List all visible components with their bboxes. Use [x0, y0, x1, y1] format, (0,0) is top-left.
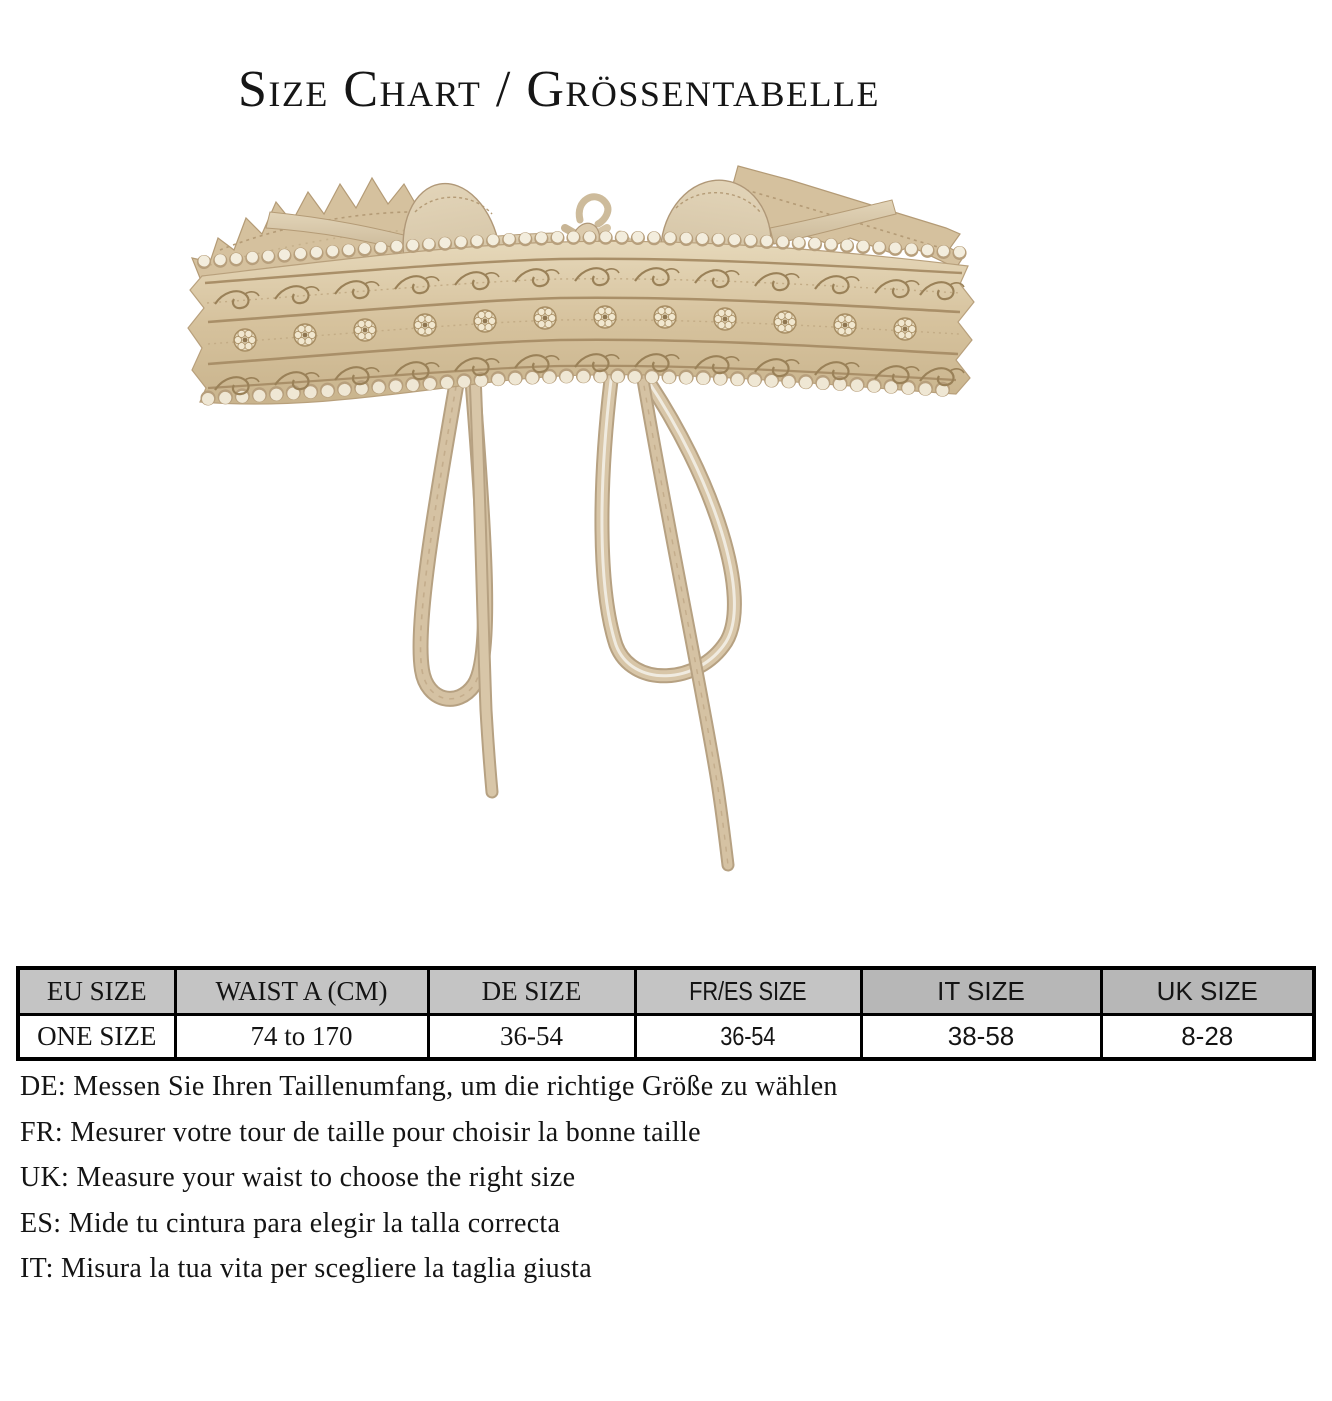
col-header-uk-size: UK SIZE — [1101, 968, 1314, 1015]
size-table-row — [18, 1015, 1314, 1060]
size-table-header-row — [18, 968, 1314, 1015]
col-header-waist-cm: WAIST A (CM) — [175, 968, 428, 1015]
product-image — [150, 150, 1000, 960]
cell-waist-cm: 74 to 170 — [175, 1015, 428, 1060]
cell-eu-size: ONE SIZE — [18, 1015, 175, 1060]
cell-it-size: 38-58 — [861, 1015, 1101, 1060]
instruction-it: IT: Misura la tua vita per scegliere la taglia giusta — [20, 1253, 592, 1284]
page-title: Size Chart / Grössentabelle — [237, 61, 881, 118]
cell-uk-size: 8-28 — [1101, 1015, 1314, 1060]
lace-belt-illustration — [150, 150, 1000, 960]
cell-fr-es-size: 36-54 — [635, 1015, 861, 1060]
instruction-uk: UK: Measure your waist to choose the right size — [20, 1162, 576, 1193]
col-header-fr-es-size: FR/ES SIZE — [635, 968, 861, 1015]
instruction-de: DE: Messen Sie Ihren Taillenumfang, um die richtige Größe zu wählen — [20, 1071, 838, 1102]
cell-de-size: 36-54 — [428, 1015, 635, 1060]
col-header-eu-size: EU SIZE — [18, 968, 175, 1015]
instruction-fr: FR: Mesurer votre tour de taille pour choisir la bonne taille — [20, 1116, 701, 1148]
col-header-it-size: IT SIZE — [861, 968, 1101, 1015]
belt-tie-straps — [421, 372, 735, 865]
instruction-es: ES: Mide tu cintura para elegir la talla correcta — [20, 1207, 561, 1239]
measure-instructions — [20, 1064, 1310, 1292]
size-table — [16, 966, 1316, 1061]
col-header-de-size: DE SIZE — [428, 968, 635, 1015]
